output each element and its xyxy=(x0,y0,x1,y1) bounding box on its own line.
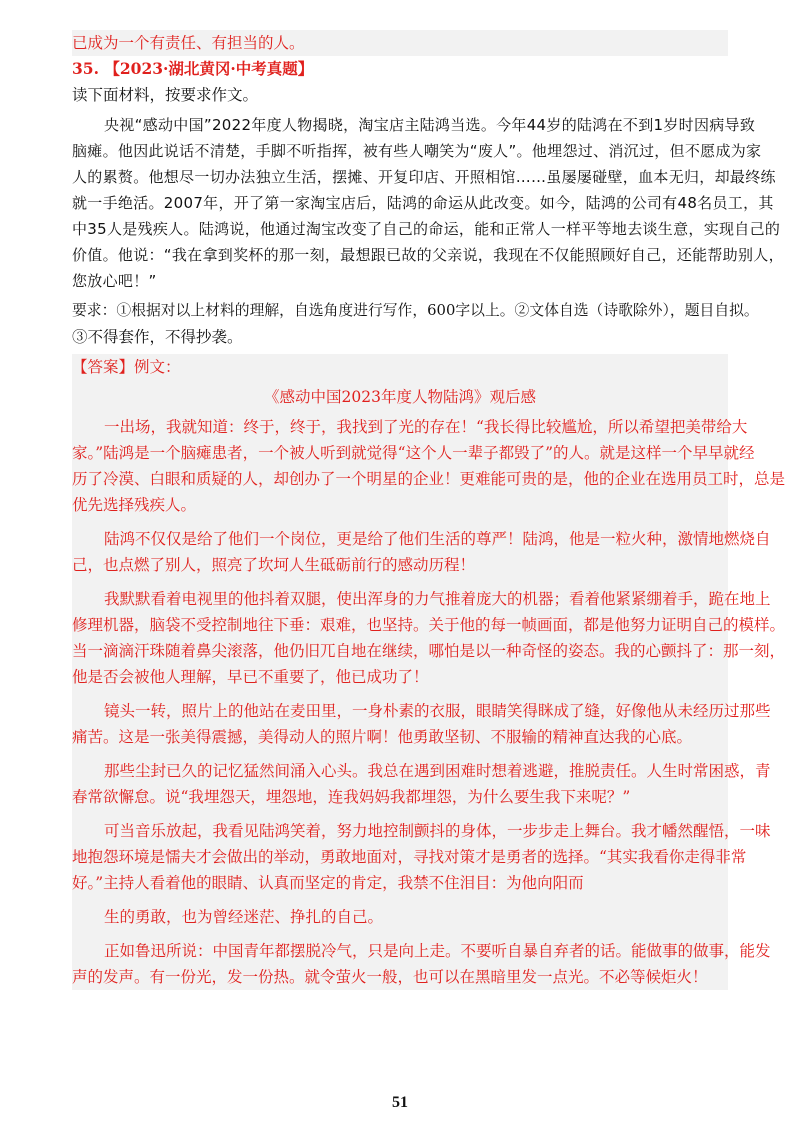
previous-answer-tail: 已成为一个有责任、有担当的人。 xyxy=(72,34,305,52)
page-content xyxy=(72,30,786,990)
essay-paragraph xyxy=(72,526,771,578)
essay-line: 历了冷漠、白眼和质疑的人，却创办了一个明星的企业！更难能可贵的是，他的企业在选用员工时，总是 xyxy=(72,470,786,488)
essay-line: 痛苦。这是一张美得震撼，美得动人的照片啊！他勇敢坚韧、不服输的精神直达我的心底。 xyxy=(72,728,693,746)
question-instruction: 读下面材料，按要求作文。 xyxy=(72,86,259,104)
material-line: 人的累赘。他想尽一切办法独立生活，摆摊、开复印店、开照相馆……虽屡屡碰壁，血本无归，却最终练 xyxy=(72,168,776,186)
essay-line: 正如鲁迅所说：中国青年都摆脱冷气，只是向上走。不要听自暴自弃者的话。能做事的做事，能发 xyxy=(104,942,771,960)
material-line: 中35人是残疾人。陆鸿说，他通过淘宝改变了自己的命运，能和正常人一样平等地去谈生意，实现自己的 xyxy=(72,220,781,238)
previous-answer-tail-block xyxy=(72,30,728,56)
material-passage xyxy=(72,112,784,294)
essay-line: 一出场，我就知道：终于，终于，我找到了光的存在！“我长得比较尴尬，所以希望把美带给大 xyxy=(104,418,748,436)
material-line: 央视“感动中国”2022年度人物揭晓，淘宝店主陆鸿当选。今年44岁的陆鸿在不到1岁时因病导致 xyxy=(104,116,756,134)
material-line: 您放心吧！” xyxy=(72,272,157,290)
essay-line: 生的勇敢，也为曾经迷茫、挣扎的自己。 xyxy=(104,908,384,926)
essay-line: 镜头一转，照片上的他站在麦田里，一身朴素的衣服，眼睛笑得眯成了缝，好像他从未经历过那些 xyxy=(104,702,771,720)
answer-block xyxy=(72,354,786,990)
essay-line: 春常欲懈怠。说“我埋怨天，埋怨地，连我妈妈我都埋怨，为什么要生我下来呢？” xyxy=(72,788,631,806)
essay-paragraph xyxy=(72,758,771,810)
essay-line: 己，也点燃了别人，照亮了坎坷人生砥砺前行的感动历程！ xyxy=(72,556,476,574)
answer-label: 【答案】例文： xyxy=(72,358,181,376)
essay-paragraph xyxy=(72,698,771,750)
essay-line: 地抱怨环境是懦夫才会做出的举动，勇敢地面对，寻找对策才是勇者的选择。“其实我看你走得非常 xyxy=(72,848,747,866)
question-source: 【2023·湖北黄冈·中考真题】 xyxy=(104,59,314,78)
essay-paragraph xyxy=(72,938,771,990)
essay-paragraph xyxy=(72,904,728,930)
essay-line: 家。”陆鸿是一个脑瘫患者，一个被人听到就觉得“这个人一辈子都毁了”的人。就是这样一个早早就经 xyxy=(72,444,755,462)
requirements xyxy=(72,298,759,350)
question-number: 35. xyxy=(72,59,99,78)
essay-title: 《感动中国2023年度人物陆鸿》观后感 xyxy=(264,388,536,406)
material-line: 价值。他说：“我在拿到奖杯的那一刻，最想跟已故的父亲说，我现在不仅能照顾好自己，还能帮助别人， xyxy=(72,246,784,264)
requirement-line: ③不得套作，不得抄袭。 xyxy=(72,328,243,346)
page-number: 51 xyxy=(392,1094,408,1111)
essay-paragraph xyxy=(72,586,786,690)
essay-paragraph xyxy=(72,414,786,518)
material-line: 脑瘫。他因此说话不清楚，手脚不听指挥，被有些人嘲笑为“废人”。他埋怨过、消沉过，但不愿成为家 xyxy=(72,142,762,160)
essay-line: 修理机器，脑袋不受控制地往下垂：艰难，也坚持。关于他的每一帧画面，都是他努力证明自己的模样。 xyxy=(72,616,786,634)
essay-line: 当一滴滴汗珠随着鼻尖滚落，他仍旧兀自地在继续，哪怕是以一种奇怪的姿态。我的心颤抖了：那一刻， xyxy=(72,642,786,660)
essay-line: 好。”主持人看着他的眼睛、认真而坚定的肯定，我禁不住泪目：为他向阳而 xyxy=(72,874,584,892)
essay-line: 声的发声。有一份光，发一份热。就令萤火一般，也可以在黑暗里发一点光。不必等候炬火！ xyxy=(72,968,708,986)
essay-line: 陆鸿不仅仅是给了他们一个岗位，更是给了他们生活的尊严！陆鸿，他是一粒火种，激情地燃烧自 xyxy=(104,530,771,548)
essay-line: 可当音乐放起，我看见陆鸿笑着，努力地控制颤抖的身体，一步步走上舞台。我才幡然醒悟，一味 xyxy=(104,822,771,840)
requirement-line: 要求：①根据对以上材料的理解，自选角度进行写作，600字以上。②文体自选（诗歌除外），题目自拟。 xyxy=(72,302,759,319)
essay-line: 他是否会被他人理解，早已不重要了，他已成功了！ xyxy=(72,668,429,686)
material-line: 就一手绝活。2007年，开了第一家淘宝店后，陆鸿的命运从此改变。如今，陆鸿的公司有48名员工，其 xyxy=(72,194,774,212)
essay-line: 我默默看着电视里的他抖着双腿，使出浑身的力气推着庞大的机器；看着他紧紧绷着手，跪在地上 xyxy=(104,590,771,608)
essay-line: 优先选择残疾人。 xyxy=(72,496,197,514)
essay-paragraph xyxy=(72,818,771,896)
essay-line: 那些尘封已久的记忆猛然间涌入心头。我总在遇到困难时想着逃避，推脱责任。人生时常困惑，青 xyxy=(104,762,771,780)
question-header xyxy=(72,56,728,82)
